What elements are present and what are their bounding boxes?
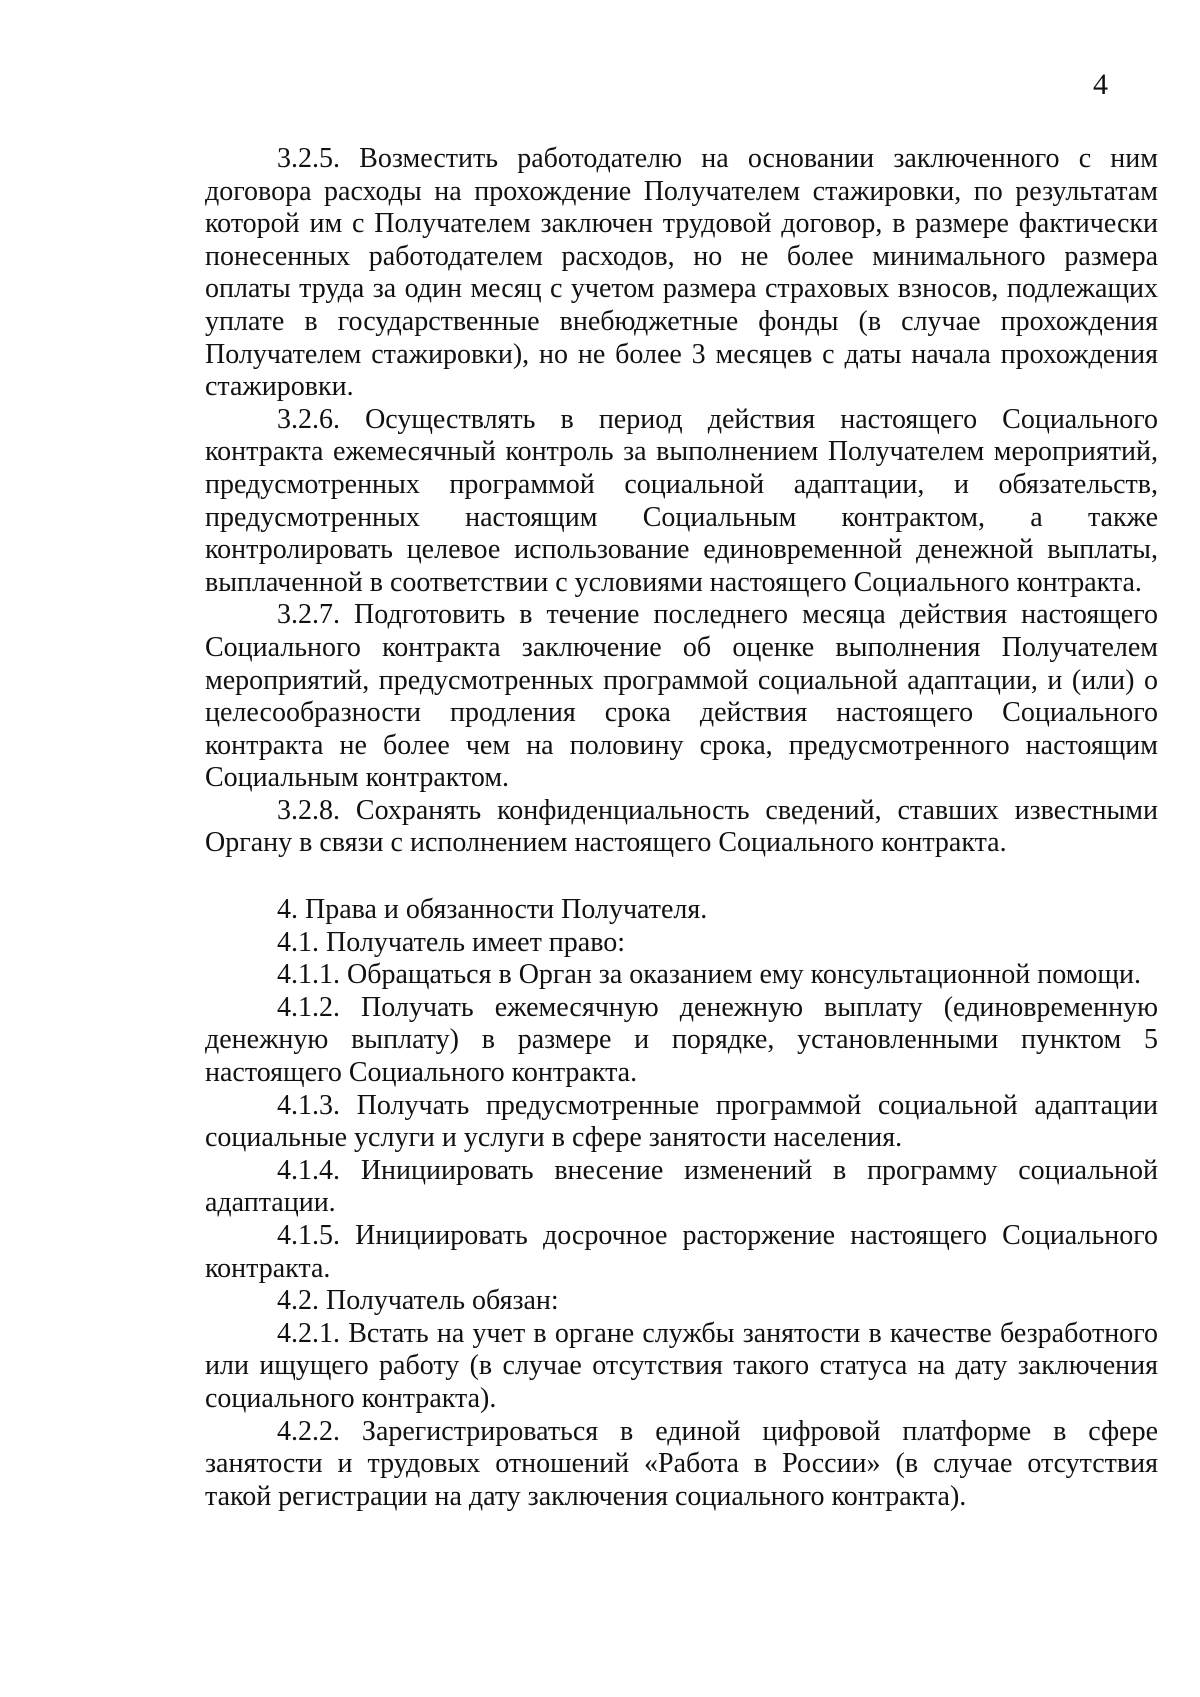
page-number: 4: [1093, 68, 1108, 101]
paragraph-4-1-3: 4.1.3. Получать предусмотренные программой социальной адаптации социальные услуги и услуги в сфере занятости населения.: [205, 1089, 1158, 1154]
paragraph-4-1-4: 4.1.4. Инициировать внесение изменений в программу социальной адаптации.: [205, 1154, 1158, 1219]
paragraph-4-1-5: 4.1.5. Инициировать досрочное расторжение настоящего Социального контракта.: [205, 1220, 1158, 1284]
paragraph-4-1-2: 4.1.2. Получать ежемесячную денежную выплату (единовременную денежную выплату) в размере и порядке, установленными пунктом 5 настоящего Социального контракта.: [205, 991, 1158, 1089]
paragraph-4-1: 4.1. Получатель имеет право:: [277, 926, 626, 958]
document-body: [205, 143, 1158, 1513]
paragraph-3-2-7: 3.2.7. Подготовить в течение последнего месяца действия настоящего Социального контракта заключение об оценке выполнения Получателем мероприятий, предусмотренных программой социальной адаптации, и (или) о целесообразности продления срока действия настоящего Социального контракта не более чем на половину срока, предусмотренного настоящим Социальным контрактом.: [205, 599, 1158, 794]
paragraph-4-2-1: 4.2.1. Встать на учет в органе службы занятости в качестве безработного или ищущего работу (в случае отсутствия такого статуса на дату заключения социального контракта).: [205, 1317, 1158, 1414]
paragraph-4-2: 4.2. Получатель обязан:: [277, 1285, 559, 1317]
paragraph-4-1-1: 4.1.1. Обращаться в Орган за оказанием ему консультационной помощи.: [277, 959, 1141, 991]
section-heading-4: 4. Права и обязанности Получателя.: [277, 894, 708, 926]
paragraph-4-2-2: 4.2.2. Зарегистрироваться в единой цифровой платформе в сфере занятости и трудовых отношений «Работа в России» (в случае отсутствия такой регистрации на дату заключения социального контракта).: [205, 1415, 1158, 1512]
section-gap: [205, 860, 1158, 894]
paragraph-3-2-6: 3.2.6. Осуществлять в период действия настоящего Социального контракта ежемесячный контроль за выполнением Получателем мероприятий, предусмотренных программой социальной адаптации, и обязательств, предусмотренных настоящим Социальным контрактом, а также контролировать целевое использование единовременной денежной выплаты, выплаченной в соответствии с условиями настоящего Социального контракта.: [205, 403, 1158, 598]
paragraph-3-2-5: 3.2.5. Возместить работодателю на основании заключенного с ним договора расходы на прохождение Получателем стажировки, по результатам которой им с Получателем заключен трудовой договор, в размере фактически понесенных работодателем расходов, но не более минимального размера оплаты труда за один месяц с учетом размера страховых взносов, подлежащих уплате в государственные внебюджетные фонды (в случае прохождения Получателем стажировки), но не более 3 месяцев с даты начала прохождения стажировки.: [205, 143, 1158, 403]
paragraph-3-2-8: 3.2.8. Сохранять конфиденциальность сведений, ставших известными Органу в связи с исполнением настоящего Социального контракта.: [205, 794, 1158, 859]
